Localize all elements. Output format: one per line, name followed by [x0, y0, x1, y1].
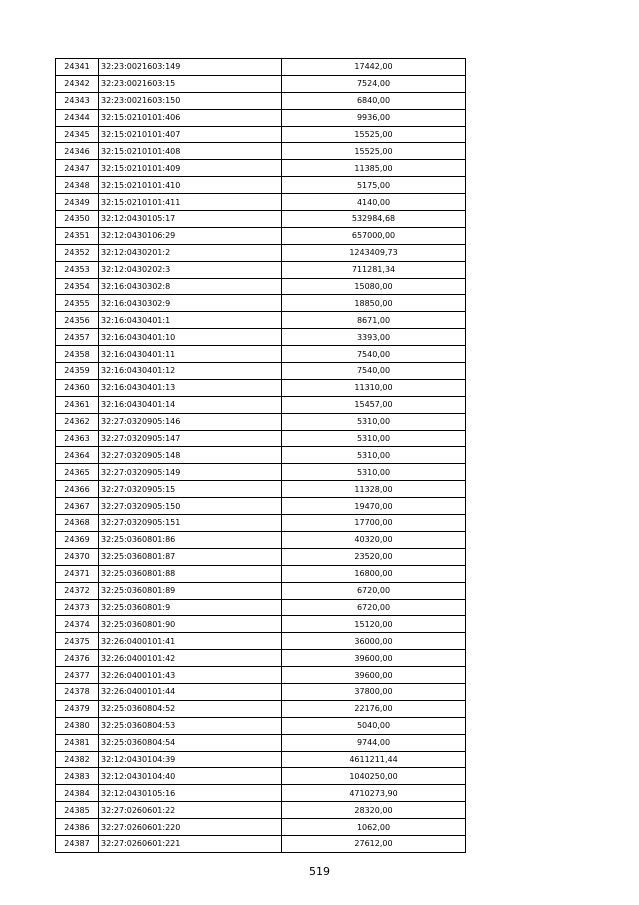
table-row: [56, 126, 466, 143]
table-row: [56, 633, 466, 650]
value-cell: 1040250,00: [282, 768, 466, 785]
row-number-cell: 24358: [56, 346, 99, 363]
value-cell: 4140,00: [282, 194, 466, 211]
table-row: [56, 244, 466, 261]
value-cell: 532984,68: [282, 211, 466, 228]
table-row: [56, 734, 466, 751]
table-row: [56, 717, 466, 734]
value-cell: 11385,00: [282, 160, 466, 177]
table-row: [56, 379, 466, 396]
table-row: [56, 785, 466, 802]
row-number-cell: 24344: [56, 109, 99, 126]
value-cell: 6720,00: [282, 582, 466, 599]
value-cell: 16800,00: [282, 565, 466, 582]
table-row: [56, 430, 466, 447]
table-row: [56, 59, 466, 76]
cadastral-number-cell: 32:25:0360801:89: [99, 582, 282, 599]
value-cell: 27612,00: [282, 835, 466, 852]
table-row: [56, 396, 466, 413]
cadastral-number-cell: 32:27:0260601:220: [99, 819, 282, 836]
row-number-cell: 24351: [56, 227, 99, 244]
value-cell: 39600,00: [282, 667, 466, 684]
table-row: [56, 363, 466, 380]
value-cell: 15457,00: [282, 396, 466, 413]
value-cell: 5175,00: [282, 177, 466, 194]
value-cell: 4611211,44: [282, 751, 466, 768]
table-row: [56, 447, 466, 464]
row-number-cell: 24369: [56, 531, 99, 548]
row-number-cell: 24374: [56, 616, 99, 633]
table-row: [56, 582, 466, 599]
table-row: [56, 160, 466, 177]
cadastral-number-cell: 32:16:0430401:14: [99, 396, 282, 413]
row-number-cell: 24368: [56, 515, 99, 532]
cadastral-number-cell: 32:25:0360801:86: [99, 531, 282, 548]
value-cell: 23520,00: [282, 548, 466, 565]
row-number-cell: 24384: [56, 785, 99, 802]
page-number: 519: [309, 865, 330, 878]
row-number-cell: 24386: [56, 819, 99, 836]
table-row: [56, 75, 466, 92]
table-row: [56, 700, 466, 717]
table-row: [56, 498, 466, 515]
cadastral-number-cell: 32:15:0210101:409: [99, 160, 282, 177]
row-number-cell: 24348: [56, 177, 99, 194]
cadastral-number-cell: 32:15:0210101:410: [99, 177, 282, 194]
table-row: [56, 413, 466, 430]
value-cell: 5040,00: [282, 717, 466, 734]
value-cell: 37800,00: [282, 683, 466, 700]
value-cell: 15525,00: [282, 143, 466, 160]
value-cell: 5310,00: [282, 464, 466, 481]
value-cell: 11310,00: [282, 379, 466, 396]
table-row: [56, 92, 466, 109]
table-row: [56, 565, 466, 582]
cadastral-number-cell: 32:16:0430401:1: [99, 312, 282, 329]
row-number-cell: 24350: [56, 211, 99, 228]
row-number-cell: 24383: [56, 768, 99, 785]
value-cell: 11328,00: [282, 481, 466, 498]
cadastral-number-cell: 32:12:0430105:17: [99, 211, 282, 228]
table-row: [56, 650, 466, 667]
value-cell: 9936,00: [282, 109, 466, 126]
row-number-cell: 24373: [56, 599, 99, 616]
cadastral-number-cell: 32:26:0400101:41: [99, 633, 282, 650]
cadastral-number-cell: 32:27:0320905:150: [99, 498, 282, 515]
cadastral-number-cell: 32:16:0430302:8: [99, 278, 282, 295]
row-number-cell: 24370: [56, 548, 99, 565]
row-number-cell: 24380: [56, 717, 99, 734]
cadastral-number-cell: 32:15:0210101:407: [99, 126, 282, 143]
cadastral-number-cell: 32:16:0430401:11: [99, 346, 282, 363]
row-number-cell: 24377: [56, 667, 99, 684]
row-number-cell: 24343: [56, 92, 99, 109]
cadastral-number-cell: 32:12:0430104:39: [99, 751, 282, 768]
row-number-cell: 24365: [56, 464, 99, 481]
row-number-cell: 24387: [56, 835, 99, 852]
cadastral-number-cell: 32:25:0360804:53: [99, 717, 282, 734]
row-number-cell: 24376: [56, 650, 99, 667]
row-number-cell: 24385: [56, 802, 99, 819]
row-number-cell: 24352: [56, 244, 99, 261]
value-cell: 1062,00: [282, 819, 466, 836]
row-number-cell: 24375: [56, 633, 99, 650]
row-number-cell: 24366: [56, 481, 99, 498]
table-row: [56, 329, 466, 346]
cadastral-number-cell: 32:27:0320905:15: [99, 481, 282, 498]
cadastral-number-cell: 32:15:0210101:411: [99, 194, 282, 211]
cadastral-number-cell: 32:25:0360801:87: [99, 548, 282, 565]
cadastral-number-cell: 32:26:0400101:44: [99, 683, 282, 700]
cadastral-number-cell: 32:12:0430202:3: [99, 261, 282, 278]
cadastral-value-table: [55, 58, 466, 853]
row-number-cell: 24353: [56, 261, 99, 278]
row-number-cell: 24361: [56, 396, 99, 413]
row-number-cell: 24355: [56, 295, 99, 312]
cadastral-number-cell: 32:27:0260601:221: [99, 835, 282, 852]
value-cell: 657000,00: [282, 227, 466, 244]
row-number-cell: 24347: [56, 160, 99, 177]
value-cell: 36000,00: [282, 633, 466, 650]
table-row: [56, 211, 466, 228]
value-cell: 7540,00: [282, 363, 466, 380]
row-number-cell: 24378: [56, 683, 99, 700]
row-number-cell: 24372: [56, 582, 99, 599]
table-row: [56, 667, 466, 684]
value-cell: 5310,00: [282, 413, 466, 430]
value-cell: 17700,00: [282, 515, 466, 532]
row-number-cell: 24381: [56, 734, 99, 751]
value-cell: 5310,00: [282, 430, 466, 447]
row-number-cell: 24371: [56, 565, 99, 582]
cadastral-number-cell: 32:25:0360801:88: [99, 565, 282, 582]
table-row: [56, 177, 466, 194]
value-cell: 3393,00: [282, 329, 466, 346]
row-number-cell: 24345: [56, 126, 99, 143]
value-cell: 40320,00: [282, 531, 466, 548]
cadastral-number-cell: 32:27:0320905:146: [99, 413, 282, 430]
cadastral-number-cell: 32:26:0400101:43: [99, 667, 282, 684]
value-cell: 22176,00: [282, 700, 466, 717]
cadastral-number-cell: 32:16:0430302:9: [99, 295, 282, 312]
row-number-cell: 24342: [56, 75, 99, 92]
cadastral-number-cell: 32:16:0430401:13: [99, 379, 282, 396]
row-number-cell: 24360: [56, 379, 99, 396]
row-number-cell: 24379: [56, 700, 99, 717]
row-number-cell: 24364: [56, 447, 99, 464]
cadastral-number-cell: 32:27:0320905:147: [99, 430, 282, 447]
table-row: [56, 683, 466, 700]
table-row: [56, 531, 466, 548]
row-number-cell: 24359: [56, 363, 99, 380]
cadastral-number-cell: 32:23:0021603:15: [99, 75, 282, 92]
row-number-cell: 24349: [56, 194, 99, 211]
value-cell: 4710273,90: [282, 785, 466, 802]
table-row: [56, 464, 466, 481]
cadastral-number-cell: 32:25:0360804:52: [99, 700, 282, 717]
row-number-cell: 24356: [56, 312, 99, 329]
table-row: [56, 515, 466, 532]
cadastral-number-cell: 32:12:0430105:16: [99, 785, 282, 802]
table-row: [56, 295, 466, 312]
table-row: [56, 227, 466, 244]
row-number-cell: 24362: [56, 413, 99, 430]
cadastral-number-cell: 32:27:0320905:151: [99, 515, 282, 532]
row-number-cell: 24363: [56, 430, 99, 447]
cadastral-number-cell: 32:16:0430401:10: [99, 329, 282, 346]
value-cell: 6720,00: [282, 599, 466, 616]
row-number-cell: 24341: [56, 59, 99, 76]
value-cell: 1243409,73: [282, 244, 466, 261]
row-number-cell: 24354: [56, 278, 99, 295]
cadastral-number-cell: 32:12:0430201:2: [99, 244, 282, 261]
table-row: [56, 548, 466, 565]
value-cell: 19470,00: [282, 498, 466, 515]
value-cell: 15120,00: [282, 616, 466, 633]
cadastral-number-cell: 32:26:0400101:42: [99, 650, 282, 667]
value-cell: 39600,00: [282, 650, 466, 667]
table-row: [56, 278, 466, 295]
row-number-cell: 24382: [56, 751, 99, 768]
cadastral-number-cell: 32:12:0430106:29: [99, 227, 282, 244]
table-row: [56, 143, 466, 160]
cadastral-number-cell: 32:25:0360801:9: [99, 599, 282, 616]
table-row: [56, 835, 466, 852]
value-cell: 28320,00: [282, 802, 466, 819]
table-row: [56, 599, 466, 616]
cadastral-number-cell: 32:27:0260601:22: [99, 802, 282, 819]
cadastral-number-cell: 32:25:0360804:54: [99, 734, 282, 751]
table-row: [56, 802, 466, 819]
row-number-cell: 24367: [56, 498, 99, 515]
table-row: [56, 312, 466, 329]
value-cell: 5310,00: [282, 447, 466, 464]
table-row: [56, 481, 466, 498]
cadastral-number-cell: 32:23:0021603:150: [99, 92, 282, 109]
row-number-cell: 24346: [56, 143, 99, 160]
cadastral-number-cell: 32:15:0210101:408: [99, 143, 282, 160]
table-row: [56, 819, 466, 836]
table-row: [56, 261, 466, 278]
value-cell: 8671,00: [282, 312, 466, 329]
table-body: [56, 59, 466, 853]
table-row: [56, 751, 466, 768]
table-row: [56, 616, 466, 633]
value-cell: 18850,00: [282, 295, 466, 312]
row-number-cell: 24357: [56, 329, 99, 346]
cadastral-number-cell: 32:12:0430104:40: [99, 768, 282, 785]
value-cell: 17442,00: [282, 59, 466, 76]
table-row: [56, 768, 466, 785]
cadastral-number-cell: 32:25:0360801:90: [99, 616, 282, 633]
cadastral-number-cell: 32:23:0021603:149: [99, 59, 282, 76]
value-cell: 7540,00: [282, 346, 466, 363]
value-cell: 15080,00: [282, 278, 466, 295]
cadastral-number-cell: 32:27:0320905:149: [99, 464, 282, 481]
value-cell: 9744,00: [282, 734, 466, 751]
table-row: [56, 194, 466, 211]
cadastral-number-cell: 32:27:0320905:148: [99, 447, 282, 464]
value-cell: 7524,00: [282, 75, 466, 92]
value-cell: 6840,00: [282, 92, 466, 109]
table-row: [56, 346, 466, 363]
cadastral-number-cell: 32:16:0430401:12: [99, 363, 282, 380]
table-row: [56, 109, 466, 126]
value-cell: 15525,00: [282, 126, 466, 143]
value-cell: 711281,34: [282, 261, 466, 278]
cadastral-number-cell: 32:15:0210101:406: [99, 109, 282, 126]
